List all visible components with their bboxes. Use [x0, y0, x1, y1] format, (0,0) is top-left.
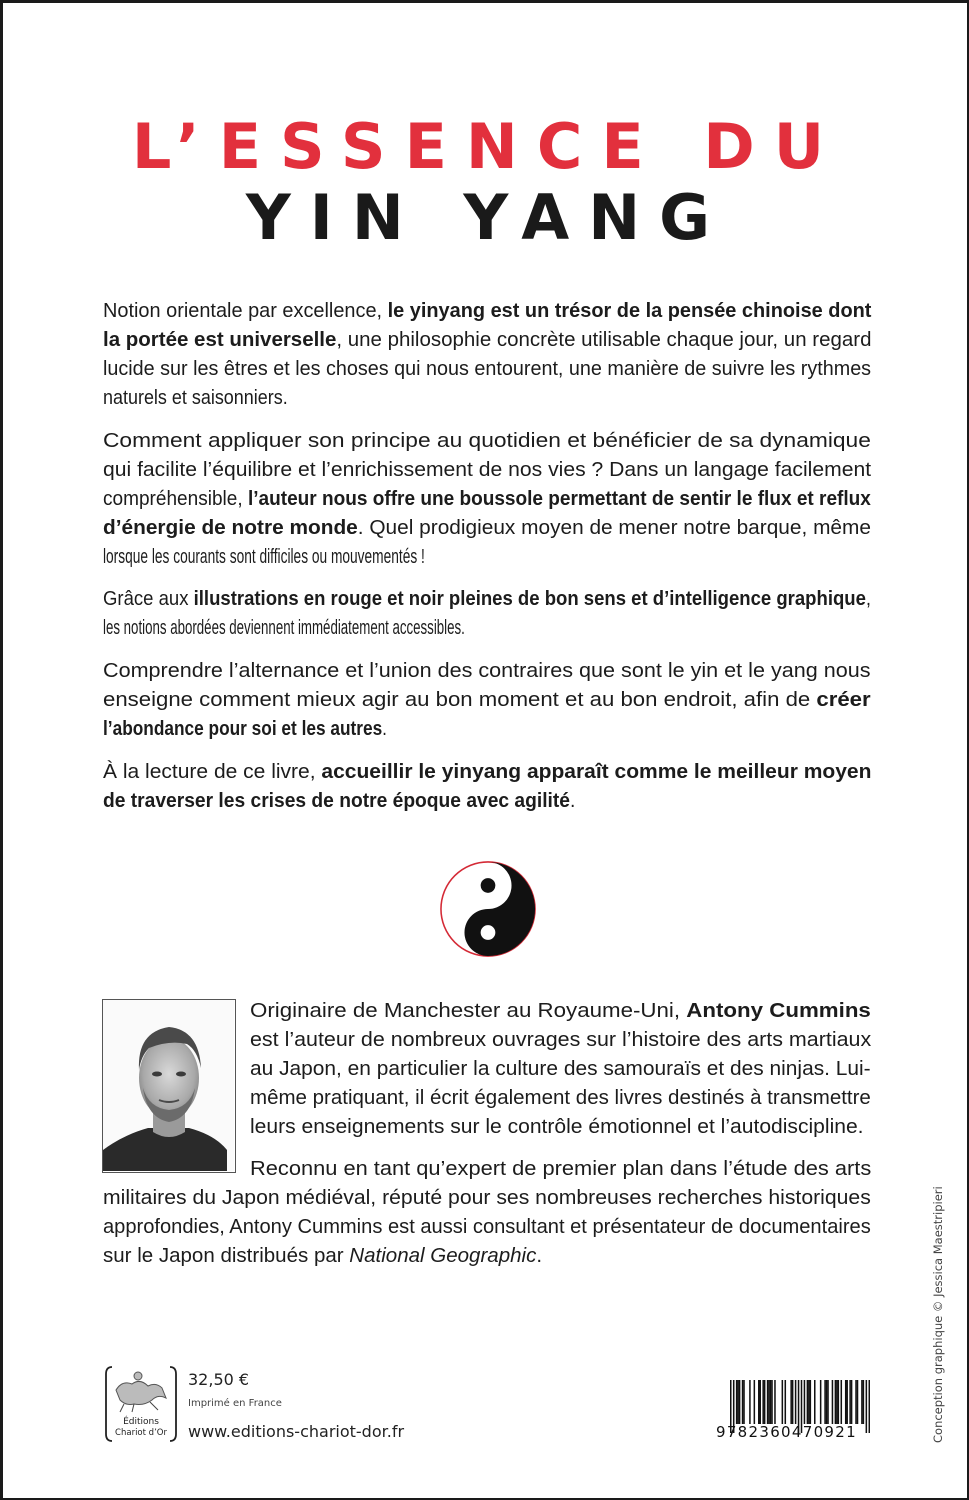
bold-text: l’abondance pour soi et les autres [103, 718, 383, 740]
publisher-logo [104, 1364, 178, 1444]
barcode-bar [770, 1380, 772, 1424]
author-photo [102, 999, 236, 1173]
blurb-line [103, 357, 871, 381]
barcode-bar [827, 1380, 829, 1424]
text-segment: est l’auteur de nombreux ouvrages sur l’histoire des arts martiaux [250, 1029, 872, 1051]
barcode-bar [810, 1380, 812, 1424]
barcode-bar [737, 1380, 739, 1424]
blurb-line [103, 545, 425, 569]
text-segment: . [536, 1245, 543, 1267]
barcode-bar [820, 1380, 822, 1424]
blurb-line [103, 760, 871, 784]
bold-text: Antony Cummins [686, 1000, 871, 1022]
barcode-bar [838, 1380, 840, 1424]
author-line [250, 1086, 871, 1110]
barcode-bar [742, 1380, 744, 1424]
barcode-bar [739, 1380, 741, 1424]
barcode-bar [749, 1380, 751, 1424]
blurb-line [103, 616, 465, 640]
author-line [250, 1057, 871, 1081]
author-line [103, 1186, 871, 1210]
barcode-bar [863, 1380, 865, 1424]
design-credit: Conception graphique © Jessica Maestripieri [931, 1186, 945, 1443]
text-segment: même pratiquant, il écrit également des livres destinés à transmettre [250, 1087, 871, 1109]
text-segment: approfondies, Antony Cummins est aussi consultant et présentateur de documentaires [103, 1216, 871, 1238]
text-segment: lorsque les courants sont difficiles ou mouvementés ! [103, 546, 425, 568]
barcode-bar [758, 1380, 760, 1424]
barcode-bar [869, 1380, 870, 1433]
text-segment: . [382, 718, 387, 740]
text-segment: Notion orientale par excellence, [103, 300, 388, 322]
blurb-line [103, 429, 871, 453]
barcode-bar [767, 1380, 769, 1424]
barcode-bar [845, 1380, 847, 1424]
barcode-bar [774, 1380, 776, 1424]
barcode-bar [792, 1380, 794, 1424]
text-segment: . Quel prodigieux moyen de mener notre barque, même [357, 517, 871, 539]
barcode-bar [743, 1380, 745, 1424]
bold-text: accueillir le yinyang apparaît comme le meilleur moyen [321, 761, 872, 783]
blurb-line [103, 328, 871, 352]
barcode-bar [836, 1380, 838, 1424]
barcode-bar [785, 1380, 787, 1424]
author-line [103, 1244, 542, 1268]
author-portrait-image [103, 1000, 234, 1171]
text-segment: au Japon, en particulier la culture des samouraïs et des ninjas. Lui- [250, 1058, 871, 1080]
barcode-bar [759, 1380, 761, 1424]
logo-text-line-1: Éditions [123, 1417, 159, 1427]
chariot-horse-icon [116, 1372, 166, 1412]
author-line [250, 1115, 864, 1139]
author-line [250, 1157, 871, 1181]
blurb-line [103, 789, 575, 813]
isbn-number: 9782360470921 [716, 1423, 857, 1441]
yin-yang-dark-dot [481, 878, 496, 893]
barcode-bar [771, 1380, 773, 1424]
text-segment: lucide sur les êtres et les choses qui nous entourent, une manière de suivre les rythmes [103, 358, 872, 380]
bold-text: la portée est universelle [103, 329, 337, 351]
barcode-bar [764, 1380, 766, 1424]
title-line-2: YIN YANG [245, 181, 730, 254]
blurb-line [103, 516, 871, 540]
text-segment: Grâce aux [103, 588, 194, 610]
barcode-bar [857, 1380, 859, 1424]
barcode-bar [832, 1380, 834, 1424]
barcode-bar [808, 1380, 810, 1424]
blurb-line [103, 458, 871, 482]
text-segment: Comprendre l’alternance et l’union des contraires que sont le yin et le yang nous [103, 660, 871, 682]
blurb-line [103, 487, 871, 511]
bold-text: créer [816, 689, 871, 711]
barcode-bar [754, 1380, 756, 1424]
bold-text: le yinyang est un trésor de la pensée chinoise dont [387, 300, 872, 322]
barcode-bar [861, 1380, 863, 1424]
author-line [250, 1028, 871, 1052]
barcode-bar [804, 1380, 806, 1424]
barcode-bar [849, 1380, 851, 1424]
text-segment: enseigne comment mieux agir au bon moment et au bon endroit, afin de [103, 689, 817, 711]
text-segment: . [569, 790, 576, 812]
price: 32,50 € [188, 1370, 250, 1389]
blurb-line [103, 717, 387, 741]
italic-text: National Geographic [349, 1245, 537, 1267]
barcode-bar [814, 1380, 816, 1424]
text-segment: Comment appliquer son principe au quotidien et bénéficier de sa dynamique [103, 430, 871, 452]
text-segment: leurs enseignements sur le contrôle émotionnel et l’autodiscipline. [250, 1116, 864, 1138]
text-segment: les notions abordées deviennent immédiatement accessibles. [103, 617, 465, 639]
text-segment: militaires du Japon médiéval, réputé pour ses nombreuses recherches historiques [103, 1187, 871, 1209]
blurb-line [103, 587, 871, 611]
logo-text-line-2: Chariot d’Or [115, 1428, 167, 1438]
barcode-bar [835, 1380, 837, 1424]
barcode-bar [855, 1380, 857, 1424]
text-segment: naturels et saisonniers. [103, 387, 288, 409]
blurb-line [103, 299, 871, 323]
barcode-bar [762, 1380, 764, 1424]
barcode-bar [795, 1380, 797, 1424]
barcode-bar [841, 1380, 843, 1424]
blurb-line [103, 659, 871, 683]
bold-text: l’auteur nous offre une boussole permettant de sentir le flux et reflux [247, 488, 871, 510]
text-segment: , [865, 588, 872, 610]
author-line [103, 1215, 871, 1239]
barcode-bar [846, 1380, 848, 1424]
barcode-bar [768, 1380, 770, 1424]
printed-in: Imprimé en France [188, 1398, 282, 1409]
publisher-website-link[interactable]: www.editions-chariot-dor.fr [188, 1422, 405, 1441]
text-segment: Originaire de Manchester au Royaume-Uni, [250, 1000, 687, 1022]
barcode-bar [790, 1380, 792, 1424]
text-segment: sur le Japon distribués par [103, 1245, 350, 1267]
bold-text: de traverser les crises de notre époque avec agilité [103, 790, 570, 812]
text-segment: compréhensible, [103, 488, 248, 510]
yin-yang-light-dot [481, 925, 496, 940]
text-segment: Reconnu en tant qu’expert de premier plan dans l’étude des arts [250, 1158, 872, 1180]
barcode-bar [826, 1380, 828, 1424]
text-segment: qui facilite l’équilibre et l’enrichissement de nos vies ? Dans un langage facilement [103, 459, 872, 481]
barcode-bar [736, 1380, 738, 1424]
blurb-line [103, 386, 288, 410]
text-segment: À la lecture de ce livre, [103, 761, 322, 783]
barcode-bar [866, 1380, 868, 1433]
text-segment: , une philosophie concrète utilisable chaque jour, un regard [336, 329, 872, 351]
title-line-1: L’ESSENCE DU [131, 110, 844, 183]
barcode-bar [851, 1380, 853, 1424]
barcode-bar [782, 1380, 784, 1424]
barcode-bar [824, 1380, 826, 1424]
author-line [250, 999, 871, 1023]
bold-text: illustrations en rouge et noir pleines de bon sens et d’intelligence graphique [193, 588, 866, 610]
bold-text: d’énergie de notre monde [103, 517, 358, 539]
yin-yang-icon [439, 860, 537, 958]
barcode-bar [807, 1380, 809, 1424]
blurb-line [103, 688, 871, 712]
